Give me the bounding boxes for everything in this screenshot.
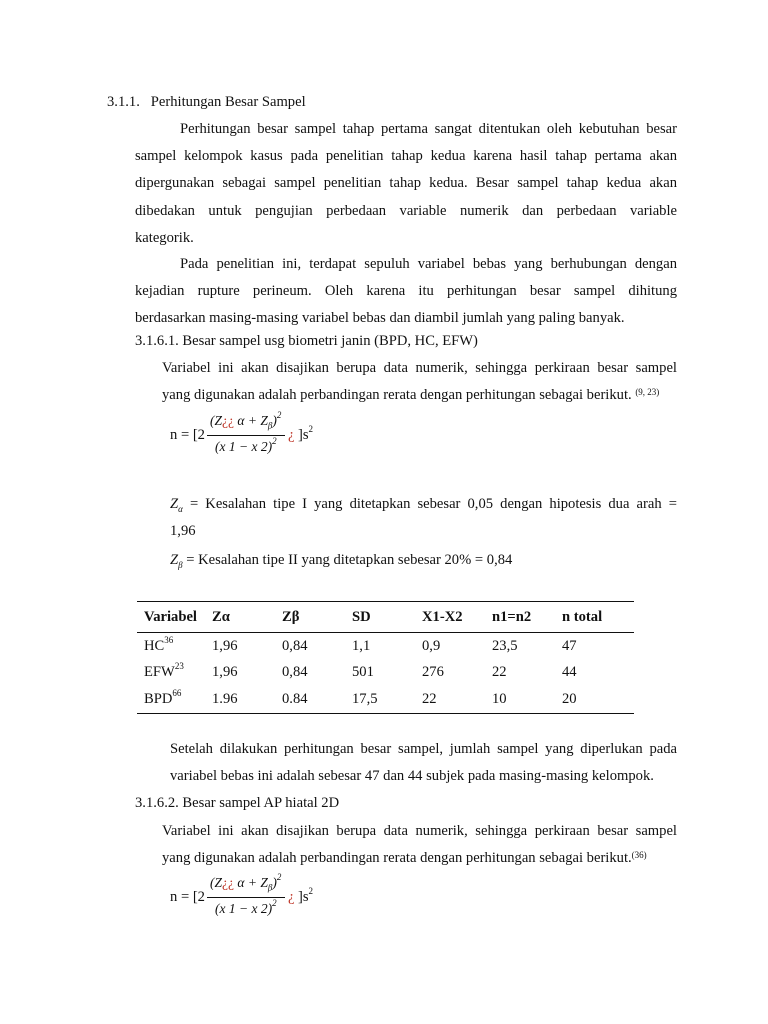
table-cell: 44 [562,663,577,680]
table-cell: 0,84 [282,663,308,680]
table-cell: 0,9 [422,637,441,654]
paragraph-line: Variabel ini akan disajikan berupa data numerik, sehingga perkiraan besar sampel [162,360,677,376]
variable-name: BPD [144,690,173,707]
formula-2 [170,872,370,922]
table-row [137,685,634,714]
table-cell: 23,5 [492,637,518,654]
formula-numerator [210,872,282,893]
table-cell: 20 [562,685,634,714]
num-red-part: ¿¿ [222,413,234,428]
table-header-row [137,602,634,633]
formula-red-glyph: ¿ [288,427,295,443]
column-header: n total [562,602,634,633]
conclusion-paragraph [170,736,677,790]
table-cell: 276 [422,663,444,680]
subsection-1-heading: 3.1.6.1. Besar sampel usg biometri janin (BPD, HC, EFW) [135,333,478,349]
definition-text: = Kesalahan tipe I yang ditetapkan sebesar 0,05 dengan hipotesis dua arah = [182,496,677,512]
suffix-exp: 2 [308,424,314,434]
table-cell: 0,84 [282,637,308,654]
num-sub: β [267,882,273,893]
formula-prefix: n = [2 [170,889,205,905]
column-header: SD [352,602,422,633]
section-title: Perhitungan Besar Sampel [150,94,306,110]
table-row [137,633,634,660]
num-part: (Z [210,875,223,890]
sample-size-table [137,601,634,714]
paragraph-line: kejadian rupture perineum. Oleh karena itu perhitungan besar sampel dihitung [135,283,677,300]
definition-text: = Kesalahan tipe II yang ditetapkan sebesar 20% = 0,84 [182,552,513,568]
paragraph-line: sampel kelompok kasus pada penelitian tahap kedua karena hasil tahap pertama akan [135,148,677,165]
num-exp: 2 [276,410,282,420]
column-header: Variabel [137,602,212,633]
reference: 23 [174,660,184,671]
formula-red-glyph: ¿ [288,889,295,905]
table-cell: 501 [352,663,374,680]
formula-1 [170,410,370,460]
num-part: ) [272,413,277,428]
paragraph-line: kategorik. [135,229,194,246]
table-cell: 10 [492,685,562,714]
formula-suffix [298,886,314,906]
z-subscript: β [178,559,183,570]
paragraph-line: Perhitungan besar sampel tahap pertama sangat ditentukan oleh kebutuhan besar [180,121,677,137]
subsection-1-text [162,355,677,409]
paragraph-2 [135,251,677,333]
num-red-part: ¿¿ [222,875,234,890]
formula-numerator [210,410,282,431]
paragraph-line: dipergunakan sebagai sampel penelitian tahap kedua. Besar sampel tahap kedua akan [135,175,677,192]
subsection-2-text [162,818,677,872]
suffix-text: ]s [298,427,309,443]
paragraph-1 [135,116,677,252]
den-part: (x 1 − x 2) [215,439,273,454]
den-part: (x 1 − x 2) [215,901,273,916]
z-subscript: α [178,503,183,514]
table-cell: 0.84 [282,685,352,714]
paragraph-line: Setelah dilakukan perhitungan besar sampel, jumlah sampel yang diperlukan pada [170,741,677,757]
section-number: 3.1.1. [107,94,140,110]
table-cell: 22 [422,685,492,714]
suffix-text: ]s [298,889,309,905]
table-cell: 22 [492,663,507,680]
paragraph-line: Pada penelitian ini, terdapat sepuluh variabel bebas yang berhubungan dengan [180,256,677,272]
paragraph-line: Variabel ini akan disajikan berupa data numerik, sehingga perkiraan besar sampel [162,823,677,839]
table-cell: 1,96 [212,637,238,654]
table-cell: 47 [562,637,577,654]
paragraph-line-text: yang digunakan adalah perbandingan rerata dengan perhitungan sebagai berikut. [162,387,632,404]
paragraph-line: variabel bebas ini adalah sebesar 47 dan 44 subjek pada masing-masing kelompok. [170,768,654,785]
column-header: n1=n2 [492,602,562,633]
z-alpha-definition [170,491,677,545]
variable-name: EFW [144,663,175,680]
table-cell: 1,96 [212,663,238,680]
reference: 36 [164,634,174,645]
column-header: Zα [212,602,282,633]
table-cell: 17,5 [352,685,422,714]
paragraph-line-text: yang digunakan adalah perbandingan rerata dengan perhitungan sebagai berikut. [162,850,632,867]
den-exp: 2 [272,436,277,446]
table-cell [137,659,212,685]
paragraph-line: berdasarkan masing-masing variabel bebas dan diambil jumlah yang paling banyak. [135,310,625,327]
section-heading [107,94,306,111]
num-part: α + Z [234,413,268,428]
paragraph-line [162,382,677,409]
z-symbol: Z [170,552,179,568]
table-row [137,659,634,685]
formula-denominator [215,898,277,917]
definition-line: 1,96 [170,523,196,540]
den-exp: 2 [272,898,277,908]
citation: (9, 23) [635,387,660,398]
z-symbol: Z [170,496,179,512]
table-cell: 1.96 [212,685,282,714]
table-cell [137,633,212,660]
suffix-exp: 2 [308,886,314,896]
reference: 66 [172,687,182,698]
num-part: ) [272,875,277,890]
formula-denominator [215,436,277,455]
table-cell [137,685,212,714]
subsection-2-heading: 3.1.6.2. Besar sampel AP hiatal 2D [135,795,340,811]
column-header: X1-X2 [422,602,492,633]
citation: (36) [631,850,647,861]
num-exp: 2 [276,872,282,882]
variable-name: HC [144,637,165,654]
formula-prefix: n = [2 [170,427,205,443]
num-part: (Z [210,413,223,428]
num-sub: β [267,420,273,431]
definition-line [170,491,677,518]
paragraph-line [162,845,677,872]
paragraph-line: dibedakan untuk pengujian perbedaan variable numerik dan perbedaan variable [135,202,677,219]
z-beta-definition [170,552,512,570]
formula-suffix [298,424,314,444]
num-part: α + Z [234,875,268,890]
column-header: Zβ [282,602,352,633]
table-cell: 1,1 [352,637,371,654]
